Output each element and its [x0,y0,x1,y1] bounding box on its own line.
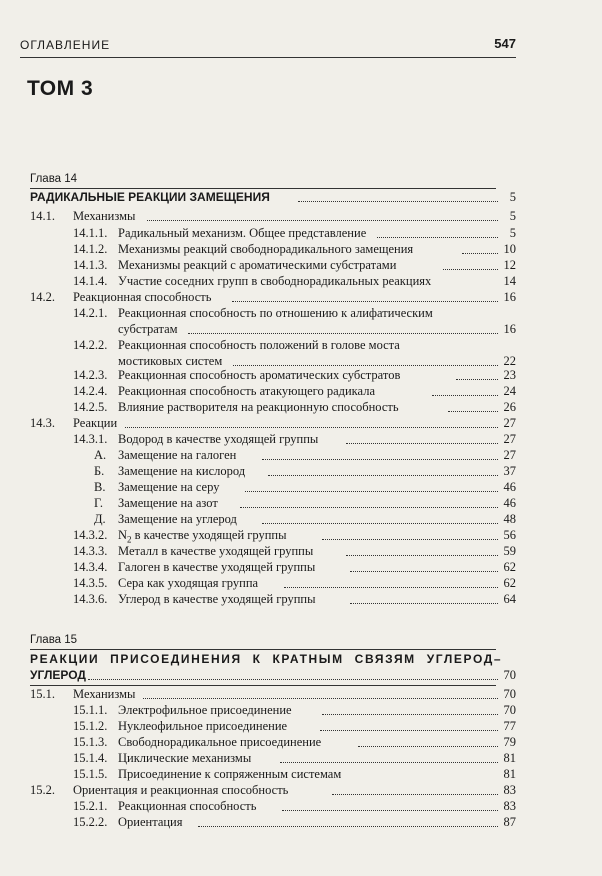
toc-entry-code: А. [94,448,107,462]
toc-entry-page: 77 [503,719,516,733]
toc-entry-page: 62 [503,560,516,574]
leader-dots [322,539,498,540]
formula-n: N [118,528,128,542]
toc-entry-title: Участие соседних групп в свободнорадикальных реакциях [118,274,432,288]
toc-entry-title: Влияние растворителя на реакционную способность [118,400,399,414]
toc-entry [0,367,602,383]
toc-entry-title: Реакционная способность [73,290,212,304]
toc-entry-title: Замещение на галоген [118,448,237,462]
toc-entry-title: Галоген в качестве уходящей группы [118,560,316,574]
toc-entry [0,575,602,591]
toc-entry-code: 14.1.1. [73,226,108,240]
toc-entry-title: Замещение на азот [118,496,218,510]
leader-dots [198,826,498,827]
header-rule [20,57,516,58]
chapter-15-title-row [0,667,602,683]
toc-entry-title: Механизмы [73,687,136,701]
toc-entry-title: Водород в качестве уходящей группы [118,432,319,446]
toc-entry-code: 14.2.2. [73,338,108,352]
toc-entry-title-line1: Реакционная способность по отношению к алифатическим [118,306,433,320]
chapter-15-page: 70 [503,668,516,682]
toc-entry [0,734,602,750]
toc-entry-title: Замещение на углерод [118,512,237,526]
chapter-15-title-line1: РЕАКЦИИ ПРИСОЕДИНЕНИЯ К КРАТНЫМ СВЯЗЯМ УГЛЕРОД– [30,652,503,666]
toc-entry [0,782,602,798]
toc-entry-page: 59 [503,544,516,558]
leader-dots [377,237,498,238]
toc-entry [0,208,602,224]
toc-entry-page: 22 [503,354,516,368]
chapter-15-title-line2: УГЛЕРОД [30,668,86,682]
toc-entry-code: 14.1.3. [73,258,108,272]
toc-entry [0,447,602,463]
chapter-14-title-row [0,189,602,205]
toc-entry [0,225,602,241]
leader-dots [346,443,498,444]
leader-dots [125,427,498,428]
toc-entry-page: 37 [503,464,516,478]
toc-entry [0,814,602,830]
toc-entry [0,289,602,305]
leader-dots [245,491,498,492]
toc-entry-page: 10 [503,242,516,256]
toc-entry-code: 15.2. [30,783,55,797]
toc-entry-page: 46 [503,480,516,494]
toc-entry-page: 64 [503,592,516,606]
chapter-15-label: Глава 15 [30,634,78,646]
toc-entry-page: 79 [503,735,516,749]
toc-entry-code: 14.2. [30,290,55,304]
leader-dots [322,714,498,715]
toc-entry-title: Реакции [73,416,118,430]
leader-dots [147,220,498,221]
toc-entry-title: Механизмы реакций с ароматическими субстратами [118,258,397,272]
leader-dots [332,794,498,795]
toc-entry-page: 26 [503,400,516,414]
toc-entry-page: 24 [503,384,516,398]
toc-entry-page: 46 [503,496,516,510]
toc-entry-page: 81 [503,751,516,765]
toc-entry [0,241,602,257]
toc-entry-code: 14.2.5. [73,400,108,414]
leader-dots [448,411,498,412]
toc-entry-code: Д. [94,512,106,526]
toc-entry-title: Ориентация [118,815,183,829]
leader-dots [462,253,498,254]
toc-entry-title: Сера как уходящая группа [118,576,259,590]
toc-entry [0,543,602,559]
chapter-14-label: Глава 14 [30,173,78,185]
leader-dots [432,395,498,396]
leader-dots [262,459,498,460]
leader-dots [188,333,498,334]
chapter-14-title: РАДИКАЛЬНЫЕ РЕАКЦИИ ЗАМЕЩЕНИЯ [30,190,270,204]
toc-entry-code: 14.1.2. [73,242,108,256]
toc-entry-title: Реакционная способность [118,799,257,813]
leader-dots [298,201,498,202]
toc-entry [0,591,602,607]
toc-entry [0,798,602,814]
toc-entry [0,718,602,734]
toc-entry-code: 14.3.2. [73,528,108,542]
chapter-14-page: 5 [509,190,516,204]
toc-entry-page: 27 [503,448,516,462]
toc-entry-code: Г. [94,496,103,510]
leader-dots [346,555,498,556]
toc-entry-title: Металл в качестве уходящей группы [118,544,314,558]
leader-dots [280,762,498,763]
toc-entry-page: 5 [509,209,516,223]
toc-entry-page: 83 [503,799,516,813]
toc-entry-code: 15.1. [30,687,55,701]
toc-entry-page: 87 [503,815,516,829]
toc-entry-title: Свободнорадикальное присоединение [118,735,322,749]
running-header-section: ОГЛАВЛЕНИЕ [20,38,111,52]
toc-entry-page: 5 [509,226,516,240]
toc-entry-code: 14.1. [30,209,55,223]
leader-dots [233,365,498,366]
toc-entry-title-line2: субстратам [118,322,178,336]
toc-entry-code: 14.1.4. [73,274,108,288]
toc-entry [0,415,602,431]
toc-entry-title: Нуклеофильное присоединение [118,719,288,733]
toc-entry-code: 15.2.2. [73,815,108,829]
toc-entry-code: Б. [94,464,105,478]
toc-entry [0,559,602,575]
toc-entry [0,527,602,543]
leader-dots [282,810,498,811]
toc-entry-title: Циклические механизмы [118,751,252,765]
toc-entry-page: 83 [503,783,516,797]
toc-entry [0,273,602,289]
leader-dots [284,587,498,588]
toc-entry-code: 15.2.1. [73,799,108,813]
toc-entry-code: 15.1.5. [73,767,108,781]
toc-entry-code: 14.3.1. [73,432,108,446]
toc-entry-title: Радикальный механизм. Общее представление [118,226,367,240]
toc-entry [0,495,602,511]
leader-dots [320,730,498,731]
toc-entry-page: 12 [503,258,516,272]
toc-entry-code: 15.1.4. [73,751,108,765]
toc-entry-title-line2: мостиковых систем [118,354,223,368]
toc-entry-title: Электрофильное присоединение [118,703,292,717]
toc-entry-code: В. [94,480,106,494]
toc-entry-page: 16 [503,322,516,336]
toc-entry-title: Ориентация и реакционная способность [73,783,289,797]
toc-entry-page: 16 [503,290,516,304]
toc-entry-page: 27 [503,416,516,430]
toc-entry [0,305,602,337]
toc-entry-title: Реакционная способность ароматических субстратов [118,368,401,382]
leader-dots [240,507,498,508]
toc-entry-page: 27 [503,432,516,446]
toc-entry-code: 15.1.1. [73,703,108,717]
toc-entry [0,766,602,782]
page-number: 547 [494,36,516,51]
toc-entry-page: 14 [503,274,516,288]
toc-entry-code: 14.3.3. [73,544,108,558]
chapter-15-rule [30,649,496,650]
leader-dots [268,475,498,476]
toc-entry [0,750,602,766]
toc-entry [0,257,602,273]
volume-title: ТОМ 3 [27,77,94,100]
leader-dots [350,603,498,604]
toc-entry-title: Замещение на серу [118,480,220,494]
leader-dots [456,379,498,380]
leader-dots [232,301,498,302]
formula-rest: в качестве уходящей группы [131,528,287,542]
toc-entry [0,383,602,399]
toc-entry-title: Механизмы [73,209,136,223]
toc-entry [0,463,602,479]
toc-entry [0,702,602,718]
leader-dots [443,269,498,270]
toc-entry-page: 70 [503,687,516,701]
leader-dots [88,679,498,680]
toc-entry [0,337,602,369]
leader-dots [358,746,498,747]
toc-entry [0,511,602,527]
toc-entry-title: Углерод в качестве уходящей группы [118,592,316,606]
toc-entry-title: Реакционная способность атакующего радикала [118,384,375,398]
leader-dots [350,571,498,572]
leader-dots [143,698,498,699]
toc-entry-title: Замещение на кислород [118,464,246,478]
toc-entry-code: 14.2.1. [73,306,108,320]
leader-dots [262,523,498,524]
toc-entry-page: 56 [503,528,516,542]
toc-entry-code: 15.1.2. [73,719,108,733]
toc-entry [0,479,602,495]
toc-entry-code: 14.2.4. [73,384,108,398]
formula-subscript: 2 [127,534,132,545]
toc-entry-title-line1: Реакционная способность положений в голове моста [118,338,400,352]
toc-entry-code: 14.3.6. [73,592,108,606]
toc-entry-page: 62 [503,576,516,590]
toc-entry-page: 48 [503,512,516,526]
toc-entry-title: Механизмы реакций свободнорадикального замещения [118,242,414,256]
toc-entry-page: 70 [503,703,516,717]
toc-entry-code: 14.3. [30,416,55,430]
toc-entry-code: 15.1.3. [73,735,108,749]
toc-entry-code: 14.3.5. [73,576,108,590]
toc-entry [0,399,602,415]
toc-entry-page: 23 [503,368,516,382]
toc-entry-page: 81 [503,767,516,781]
toc-entry [0,686,602,702]
toc-entry-code: 14.2.3. [73,368,108,382]
toc-entry-code: 14.3.4. [73,560,108,574]
toc-entry-title: Присоединение к сопряженным системам [118,767,342,781]
toc-entry [0,431,602,447]
